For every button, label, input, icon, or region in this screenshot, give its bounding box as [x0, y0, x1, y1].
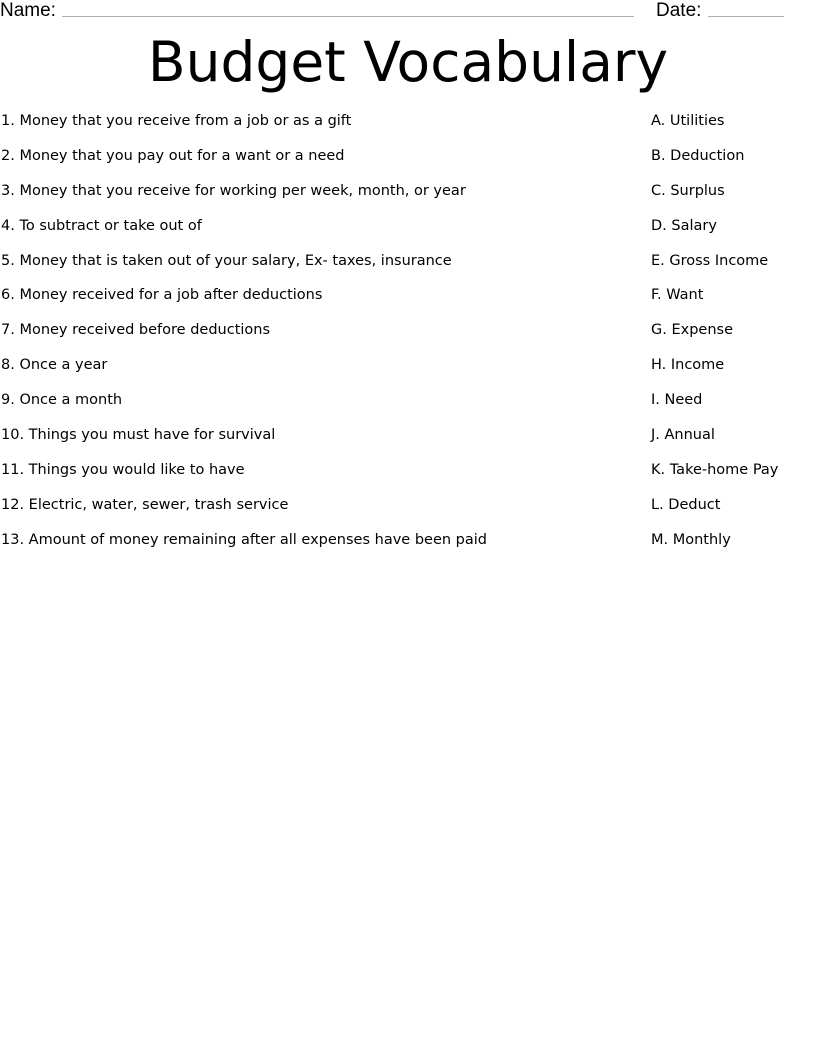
list-item — [0, 418, 816, 453]
answer-option: J. Annual — [651, 427, 715, 444]
list-item — [0, 313, 816, 348]
matching-list — [0, 104, 816, 558]
clue-text: 5. Money that is taken out of your salary, Ex- taxes, insurance — [1, 252, 452, 269]
clue-text: 6. Money received for a job after deductions — [1, 287, 323, 304]
list-item — [0, 209, 816, 244]
list-item — [0, 383, 816, 418]
answer-option: B. Deduction — [651, 147, 745, 164]
answer-option: K. Take-home Pay — [651, 461, 779, 478]
page-title: Budget Vocabulary — [147, 30, 669, 94]
answer-option: I. Need — [651, 392, 703, 409]
clue-text: 11. Things you would like to have — [1, 461, 245, 478]
name-blank-line[interactable] — [62, 16, 634, 17]
header-row — [0, 0, 816, 22]
answer-option: E. Gross Income — [651, 252, 769, 269]
clue-text: 12. Electric, water, sewer, trash service — [1, 496, 289, 513]
list-item — [0, 453, 816, 488]
answer-option: H. Income — [651, 357, 725, 374]
answer-option: M. Monthly — [651, 531, 731, 548]
list-item — [0, 488, 816, 523]
list-item — [0, 244, 816, 279]
clue-text: 9. Once a month — [1, 392, 123, 409]
clue-text: 10. Things you must have for survival — [1, 427, 276, 444]
clue-text: 2. Money that you pay out for a want or a need — [1, 147, 345, 164]
list-item — [0, 278, 816, 313]
clue-text: 3. Money that you receive for working per week, month, or year — [1, 182, 466, 199]
clue-text: 13. Amount of money remaining after all expenses have been paid — [1, 531, 487, 548]
answer-option: A. Utilities — [651, 113, 725, 129]
answer-option: D. Salary — [651, 217, 717, 234]
date-label: Date: — [656, 0, 702, 21]
name-label: Name: — [0, 0, 56, 21]
list-item — [0, 104, 816, 139]
answer-option: C. Surplus — [651, 182, 725, 199]
answer-option: G. Expense — [651, 322, 733, 339]
date-blank-line[interactable] — [708, 16, 784, 17]
clue-text: 4. To subtract or take out of — [1, 217, 202, 234]
list-item — [0, 174, 816, 209]
list-item — [0, 523, 816, 558]
list-item — [0, 348, 816, 383]
answer-option: L. Deduct — [651, 496, 721, 513]
clue-text: 8. Once a year — [1, 357, 108, 374]
clue-text: 7. Money received before deductions — [1, 322, 271, 339]
answer-option: F. Want — [651, 287, 704, 304]
list-item — [0, 139, 816, 174]
clue-text: 1. Money that you receive from a job or as a gift — [1, 113, 352, 129]
